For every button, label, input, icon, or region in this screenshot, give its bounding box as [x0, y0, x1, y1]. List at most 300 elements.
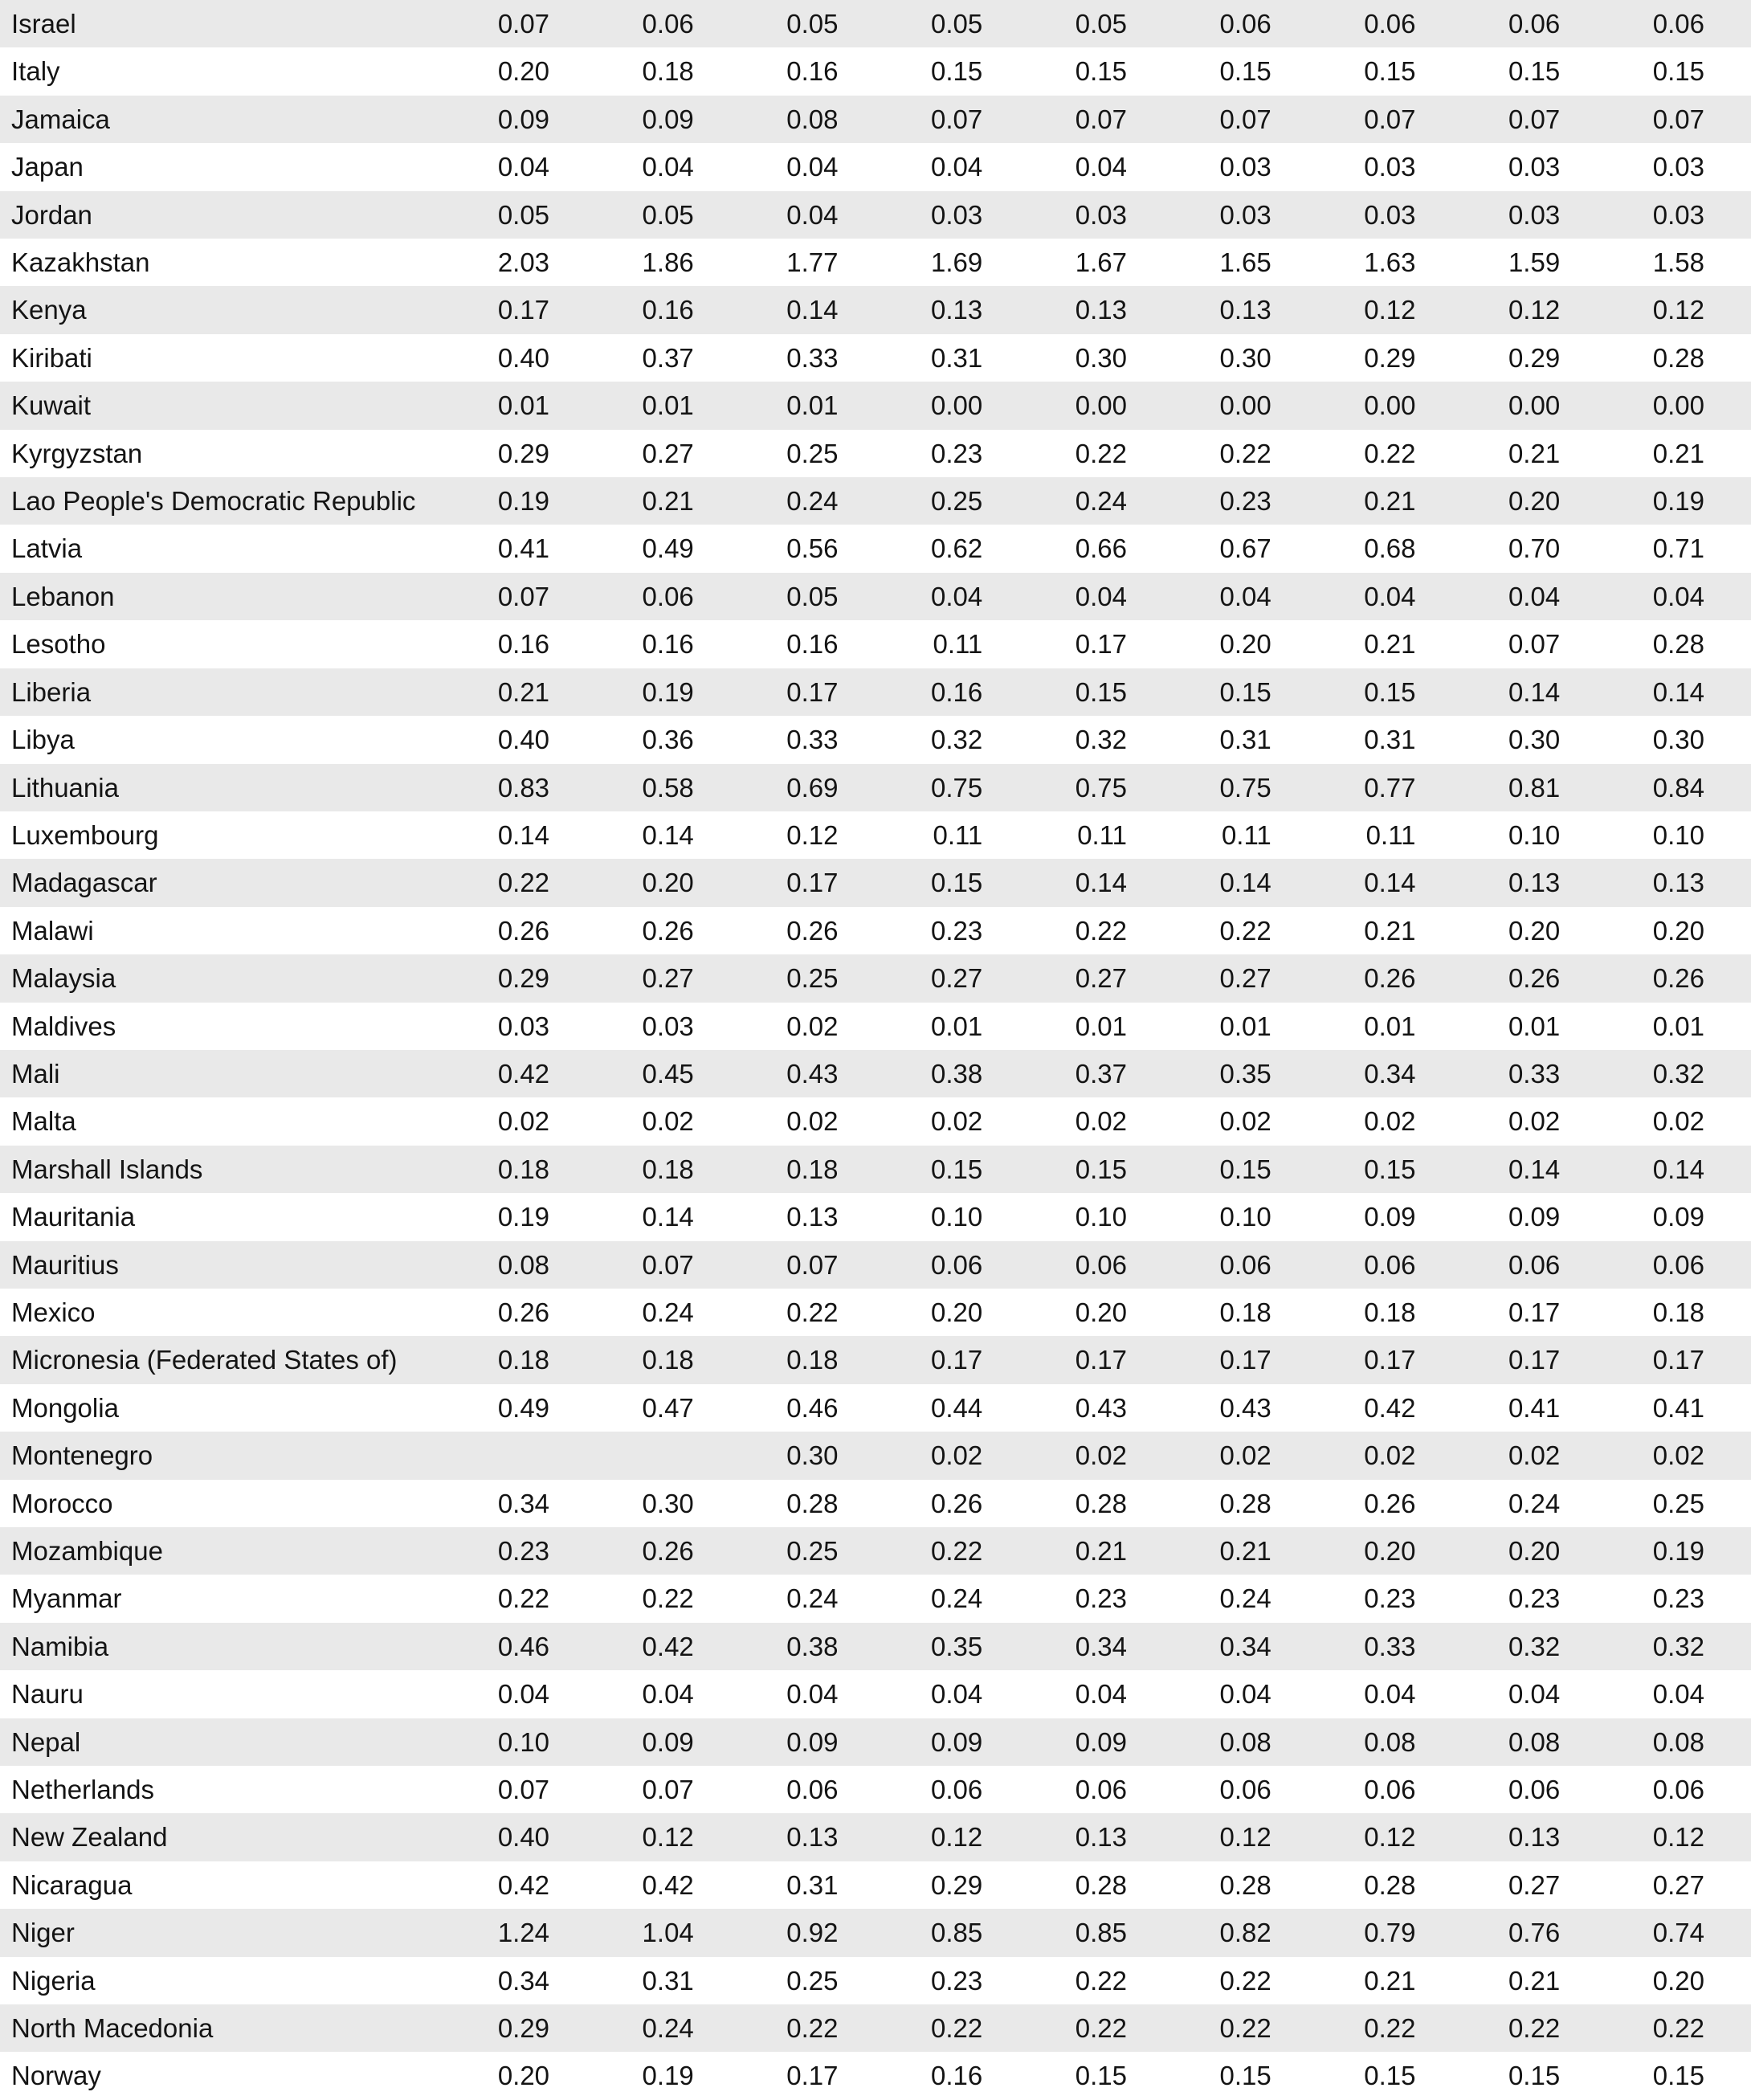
- table-row: [0, 1146, 1751, 1193]
- value-cell: 0.24: [786, 1583, 839, 1614]
- value-cell: 0.30: [642, 1488, 694, 1518]
- value-cell: 0.07: [1364, 104, 1416, 134]
- table-row: [0, 1097, 1751, 1145]
- value-cell: 0.19: [1652, 486, 1704, 517]
- value-cell: 0.11: [933, 629, 983, 660]
- country-cell: Netherlands: [11, 1775, 154, 1805]
- table-row: [0, 907, 1751, 954]
- table-row: [0, 477, 1751, 525]
- value-cell: [451, 1432, 596, 1479]
- value-cell: 0.18: [497, 1154, 550, 1184]
- table-row: [0, 1575, 1751, 1622]
- country-cell: Lebanon: [11, 581, 115, 611]
- value-cell: 0.32: [931, 725, 983, 755]
- value-cell: 0.01: [1508, 1011, 1561, 1041]
- value-cell: 0.17: [497, 295, 550, 325]
- country-cell: Japan: [11, 152, 84, 182]
- value-cell: 0.20: [1219, 629, 1271, 660]
- value-cell: 0.17: [786, 2061, 839, 2091]
- country-cell: Kiribati: [11, 342, 92, 373]
- value-cell: 0.44: [931, 1392, 983, 1423]
- country-cell: Mongolia: [11, 1392, 119, 1423]
- value-cell: 0.25: [931, 486, 983, 517]
- country-cell: Malta: [11, 1106, 76, 1137]
- value-cell: 0.15: [1364, 1154, 1416, 1184]
- value-cell: 0.22: [1075, 915, 1127, 946]
- value-cell: 0.02: [1364, 1106, 1416, 1137]
- value-cell: 0.19: [497, 486, 550, 517]
- value-cell: 0.20: [497, 56, 550, 87]
- value-cell: 0.15: [1075, 56, 1127, 87]
- country-cell: Israel: [11, 9, 76, 39]
- value-cell: 0.09: [1364, 1202, 1416, 1232]
- value-cell: 0.30: [1219, 342, 1271, 373]
- value-cell: 0.24: [642, 2013, 694, 2044]
- country-cell: Kyrgyzstan: [11, 438, 143, 468]
- value-cell: 0.23: [1075, 1583, 1127, 1614]
- value-cell: 0.18: [642, 56, 694, 87]
- value-cell: 0.04: [1508, 1679, 1561, 1710]
- country-cell: Jordan: [11, 199, 92, 230]
- value-cell: 0.02: [1652, 1106, 1704, 1137]
- value-cell: 0.35: [931, 1631, 983, 1661]
- country-cell: New Zealand: [11, 1822, 168, 1853]
- value-cell: 0.04: [642, 1679, 694, 1710]
- value-cell: 0.75: [931, 772, 983, 803]
- value-cell: 0.33: [786, 725, 839, 755]
- value-cell: 0.22: [497, 868, 550, 898]
- value-cell: 0.22: [1219, 1965, 1271, 1996]
- value-cell: 0.79: [1364, 1918, 1416, 1948]
- value-cell: 0.23: [1508, 1583, 1561, 1614]
- value-cell: 0.09: [1652, 1202, 1704, 1232]
- value-cell: 0.04: [497, 1679, 550, 1710]
- table-row: [0, 191, 1751, 239]
- table-row: [0, 1480, 1751, 1527]
- value-cell: 0.13: [1652, 868, 1704, 898]
- value-cell: 0.33: [1364, 1631, 1416, 1661]
- value-cell: 0.12: [1652, 295, 1704, 325]
- value-cell: 0.41: [1508, 1392, 1561, 1423]
- value-cell: 0.15: [1219, 676, 1271, 707]
- value-cell: 0.03: [1219, 152, 1271, 182]
- table-row: [0, 143, 1751, 190]
- value-cell: 0.16: [786, 629, 839, 660]
- value-cell: 0.17: [1219, 1345, 1271, 1375]
- value-cell: 0.15: [1508, 2061, 1561, 2091]
- value-cell: 0.14: [497, 819, 550, 850]
- value-cell: 0.21: [1364, 1965, 1416, 1996]
- value-cell: 0.02: [931, 1440, 983, 1471]
- value-cell: 0.14: [786, 295, 839, 325]
- value-cell: 0.02: [1075, 1106, 1127, 1137]
- value-cell: 0.22: [786, 1297, 839, 1327]
- value-cell: 0.07: [497, 9, 550, 39]
- value-cell: 0.15: [931, 1154, 983, 1184]
- value-cell: 0.06: [1075, 1775, 1127, 1805]
- value-cell: 0.15: [1075, 2061, 1127, 2091]
- value-cell: 0.04: [642, 152, 694, 182]
- value-cell: 0.08: [1364, 1726, 1416, 1757]
- value-cell: 0.13: [786, 1202, 839, 1232]
- value-cell: 0.02: [497, 1106, 550, 1137]
- value-cell: 1.67: [1075, 247, 1127, 278]
- value-cell: 0.05: [642, 199, 694, 230]
- value-cell: 0.24: [786, 486, 839, 517]
- value-cell: 0.07: [931, 104, 983, 134]
- value-cell: 0.32: [1508, 1631, 1561, 1661]
- value-cell: 0.22: [1075, 1965, 1127, 1996]
- value-cell: 0.17: [1075, 629, 1127, 660]
- value-cell: 0.24: [1075, 486, 1127, 517]
- value-cell: 0.20: [1508, 486, 1561, 517]
- country-cell: Italy: [11, 56, 60, 87]
- value-cell: 0.10: [497, 1726, 550, 1757]
- table-row: [0, 1957, 1751, 2004]
- value-cell: 0.15: [1652, 2061, 1704, 2091]
- table-row: [0, 47, 1751, 95]
- value-cell: 0.16: [931, 676, 983, 707]
- value-cell: 0.14: [1219, 868, 1271, 898]
- value-cell: 0.18: [497, 1345, 550, 1375]
- value-cell: 0.07: [786, 1249, 839, 1280]
- value-cell: 0.34: [497, 1488, 550, 1518]
- value-cell: 0.43: [1219, 1392, 1271, 1423]
- value-cell: 0.18: [1652, 1297, 1704, 1327]
- value-cell: 0.09: [642, 1726, 694, 1757]
- value-cell: 0.26: [1508, 963, 1561, 994]
- table-row: [0, 764, 1751, 811]
- value-cell: 0.02: [1364, 1440, 1416, 1471]
- table-row: [0, 430, 1751, 477]
- value-cell: 1.86: [642, 247, 694, 278]
- table-row: [0, 1766, 1751, 1813]
- value-cell: 0.02: [642, 1106, 694, 1137]
- value-cell: 0.23: [1652, 1583, 1704, 1614]
- value-cell: 0.28: [1364, 1869, 1416, 1900]
- value-cell: 0.40: [497, 725, 550, 755]
- value-cell: 0.19: [1652, 1536, 1704, 1566]
- value-cell: 0.03: [1652, 199, 1704, 230]
- value-cell: 0.29: [1508, 342, 1561, 373]
- value-cell: 0.32: [1652, 1058, 1704, 1089]
- value-cell: 0.22: [1219, 915, 1271, 946]
- value-cell: 0.42: [1364, 1392, 1416, 1423]
- country-cell: Norway: [11, 2061, 101, 2091]
- value-cell: 0.04: [1075, 152, 1127, 182]
- country-cell: Libya: [11, 725, 75, 755]
- value-cell: 0.58: [642, 772, 694, 803]
- value-cell: 0.03: [931, 199, 983, 230]
- value-cell: 0.28: [1219, 1488, 1271, 1518]
- value-cell: 0.06: [1364, 9, 1416, 39]
- value-cell: 0.27: [1219, 963, 1271, 994]
- value-cell: 0.21: [1075, 1536, 1127, 1566]
- value-cell: [596, 1432, 741, 1479]
- value-cell: 0.29: [497, 963, 550, 994]
- value-cell: 0.02: [786, 1106, 839, 1137]
- value-cell: 0.10: [931, 1202, 983, 1232]
- value-cell: 0.42: [497, 1869, 550, 1900]
- value-cell: 0.15: [931, 868, 983, 898]
- value-cell: 0.07: [642, 1249, 694, 1280]
- value-cell: 0.16: [642, 295, 694, 325]
- value-cell: 0.25: [1652, 1488, 1704, 1518]
- value-cell: 0.24: [1219, 1583, 1271, 1614]
- value-cell: 0.01: [786, 390, 839, 421]
- value-cell: 0.02: [1508, 1440, 1561, 1471]
- value-cell: 0.22: [1219, 2013, 1271, 2044]
- value-cell: 0.20: [1652, 1965, 1704, 1996]
- value-cell: 0.41: [1652, 1392, 1704, 1423]
- value-cell: 0.18: [642, 1345, 694, 1375]
- value-cell: 0.25: [786, 1536, 839, 1566]
- value-cell: 0.05: [931, 9, 983, 39]
- value-cell: 0.08: [1652, 1726, 1704, 1757]
- value-cell: 0.02: [931, 1106, 983, 1137]
- value-cell: 0.06: [1508, 9, 1561, 39]
- value-cell: 0.06: [1219, 1775, 1271, 1805]
- value-cell: 0.70: [1508, 533, 1561, 564]
- value-cell: 0.02: [1219, 1106, 1271, 1137]
- value-cell: 0.23: [931, 438, 983, 468]
- value-cell: 0.29: [1364, 342, 1416, 373]
- country-cell: Namibia: [11, 1631, 109, 1661]
- value-cell: 0.26: [642, 1536, 694, 1566]
- value-cell: 0.26: [497, 915, 550, 946]
- value-cell: 0.17: [1508, 1345, 1561, 1375]
- value-cell: 0.03: [1364, 199, 1416, 230]
- value-cell: 0.15: [1219, 56, 1271, 87]
- table-row: [0, 716, 1751, 763]
- value-cell: 0.27: [1652, 1869, 1704, 1900]
- value-cell: 0.27: [1075, 963, 1127, 994]
- value-cell: 0.01: [1075, 1011, 1127, 1041]
- value-cell: 0.66: [1075, 533, 1127, 564]
- value-cell: 0.02: [786, 1011, 839, 1041]
- value-cell: 0.25: [786, 1965, 839, 1996]
- value-cell: 0.08: [1508, 1726, 1561, 1757]
- country-cell: Lithuania: [11, 772, 119, 803]
- table-row: [0, 1861, 1751, 1909]
- value-cell: 0.21: [1508, 1965, 1561, 1996]
- value-cell: 0.22: [497, 1583, 550, 1614]
- value-cell: 0.22: [1075, 438, 1127, 468]
- value-cell: 0.22: [1364, 438, 1416, 468]
- value-cell: 0.12: [1652, 1822, 1704, 1853]
- table-row: [0, 1813, 1751, 1861]
- value-cell: 0.49: [497, 1392, 550, 1423]
- value-cell: 0.14: [1364, 868, 1416, 898]
- value-cell: 0.13: [1219, 295, 1271, 325]
- value-cell: 0.56: [786, 533, 839, 564]
- value-cell: 0.07: [1508, 629, 1561, 660]
- value-cell: 0.31: [642, 1965, 694, 1996]
- table-row: [0, 1527, 1751, 1575]
- value-cell: 0.26: [931, 1488, 983, 1518]
- table-row: [0, 2004, 1751, 2052]
- value-cell: 0.21: [1508, 438, 1561, 468]
- value-cell: 0.34: [1364, 1058, 1416, 1089]
- value-cell: 0.06: [1364, 1775, 1416, 1805]
- value-cell: 0.12: [786, 819, 839, 850]
- value-cell: 0.40: [497, 342, 550, 373]
- value-cell: 0.21: [642, 486, 694, 517]
- value-cell: 0.34: [497, 1965, 550, 1996]
- value-cell: 0.14: [1508, 676, 1561, 707]
- value-cell: 0.08: [786, 104, 839, 134]
- value-cell: 0.41: [497, 533, 550, 564]
- table-row: [0, 1336, 1751, 1383]
- country-cell: Lesotho: [11, 629, 106, 660]
- value-cell: 0.03: [1652, 152, 1704, 182]
- value-cell: 0.42: [497, 1058, 550, 1089]
- value-cell: 0.03: [1364, 152, 1416, 182]
- country-cell: Morocco: [11, 1488, 113, 1518]
- value-cell: 0.27: [931, 963, 983, 994]
- value-cell: 0.35: [1219, 1058, 1271, 1089]
- value-cell: 0.37: [1075, 1058, 1127, 1089]
- value-cell: 0.19: [642, 676, 694, 707]
- table-row: [0, 1670, 1751, 1718]
- value-cell: 0.03: [497, 1011, 550, 1041]
- value-cell: 0.27: [642, 963, 694, 994]
- value-cell: 0.20: [1508, 1536, 1561, 1566]
- table-row: [0, 0, 1751, 47]
- value-cell: 0.76: [1508, 1918, 1561, 1948]
- value-cell: 0.42: [642, 1869, 694, 1900]
- value-cell: 1.63: [1364, 247, 1416, 278]
- value-cell: 0.06: [1508, 1249, 1561, 1280]
- value-cell: 0.92: [786, 1918, 839, 1948]
- value-cell: 0.04: [1364, 581, 1416, 611]
- value-cell: 0.17: [786, 676, 839, 707]
- value-cell: 0.34: [1075, 1631, 1127, 1661]
- value-cell: 0.46: [497, 1631, 550, 1661]
- value-cell: 0.16: [931, 2061, 983, 2091]
- value-cell: 0.23: [1219, 486, 1271, 517]
- table-row: [0, 525, 1751, 572]
- value-cell: 0.09: [786, 1726, 839, 1757]
- value-cell: 0.17: [931, 1345, 983, 1375]
- value-cell: 0.02: [1652, 1440, 1704, 1471]
- value-cell: 0.04: [931, 581, 983, 611]
- value-cell: 0.71: [1652, 533, 1704, 564]
- table-row: [0, 1241, 1751, 1289]
- value-cell: 0.24: [642, 1297, 694, 1327]
- value-cell: 0.05: [497, 199, 550, 230]
- value-cell: 0.20: [931, 1297, 983, 1327]
- value-cell: 0.07: [1075, 104, 1127, 134]
- country-cell: Montenegro: [11, 1440, 153, 1471]
- country-cell: North Macedonia: [11, 2013, 214, 2044]
- table-row: [0, 2052, 1751, 2099]
- value-cell: 0.23: [931, 1965, 983, 1996]
- value-cell: 0.06: [1508, 1775, 1561, 1805]
- value-cell: 0.22: [931, 1536, 983, 1566]
- country-cell: Niger: [11, 1918, 75, 1948]
- value-cell: 0.14: [642, 819, 694, 850]
- value-cell: 0.06: [1652, 9, 1704, 39]
- value-cell: 0.17: [1508, 1297, 1561, 1327]
- value-cell: 0.28: [1652, 629, 1704, 660]
- value-cell: 0.17: [1652, 1345, 1704, 1375]
- value-cell: 0.17: [1364, 1345, 1416, 1375]
- table-row: [0, 382, 1751, 429]
- value-cell: 0.42: [642, 1631, 694, 1661]
- value-cell: 0.03: [1075, 199, 1127, 230]
- table-row: [0, 334, 1751, 382]
- value-cell: 0.04: [786, 199, 839, 230]
- value-cell: 0.00: [1508, 390, 1561, 421]
- value-cell: 0.32: [1652, 1631, 1704, 1661]
- country-cell: Mauritania: [11, 1202, 136, 1232]
- value-cell: 0.26: [1652, 963, 1704, 994]
- value-cell: 0.09: [1508, 1202, 1561, 1232]
- value-cell: 0.30: [786, 1440, 839, 1471]
- value-cell: 0.11: [933, 819, 983, 850]
- value-cell: 0.10: [1508, 819, 1561, 850]
- value-cell: 0.04: [1075, 581, 1127, 611]
- country-cell: Nicaragua: [11, 1869, 133, 1900]
- value-cell: 0.75: [1219, 772, 1271, 803]
- value-cell: 0.06: [1364, 1249, 1416, 1280]
- value-cell: 0.04: [1219, 581, 1271, 611]
- value-cell: 0.43: [786, 1058, 839, 1089]
- value-cell: 0.03: [642, 1011, 694, 1041]
- value-cell: 0.14: [1075, 868, 1127, 898]
- value-cell: 0.68: [1364, 533, 1416, 564]
- value-cell: 0.22: [786, 2013, 839, 2044]
- value-cell: 1.59: [1508, 247, 1561, 278]
- value-cell: 0.14: [1652, 1154, 1704, 1184]
- value-cell: 0.07: [1219, 104, 1271, 134]
- value-cell: 0.31: [931, 342, 983, 373]
- value-cell: 0.83: [497, 772, 550, 803]
- value-cell: 0.04: [1652, 1679, 1704, 1710]
- value-cell: 0.26: [497, 1297, 550, 1327]
- value-cell: 0.17: [1075, 1345, 1127, 1375]
- table-row: [0, 1193, 1751, 1240]
- value-cell: 0.15: [1364, 56, 1416, 87]
- value-cell: 0.30: [1075, 342, 1127, 373]
- value-cell: 0.12: [931, 1822, 983, 1853]
- value-cell: 0.13: [1508, 1822, 1561, 1853]
- value-cell: 0.04: [786, 152, 839, 182]
- value-cell: 0.12: [1508, 295, 1561, 325]
- country-cell: Kenya: [11, 295, 87, 325]
- value-cell: 0.04: [931, 1679, 983, 1710]
- value-cell: 0.02: [1219, 1440, 1271, 1471]
- value-cell: 0.26: [786, 915, 839, 946]
- value-cell: 0.06: [1652, 1249, 1704, 1280]
- value-cell: 0.20: [497, 2061, 550, 2091]
- value-cell: 0.75: [1075, 772, 1127, 803]
- value-cell: 0.02: [1075, 1440, 1127, 1471]
- value-cell: 0.26: [642, 915, 694, 946]
- value-cell: 0.12: [1364, 295, 1416, 325]
- country-cell: Luxembourg: [11, 819, 159, 850]
- value-cell: 0.10: [1652, 819, 1704, 850]
- value-cell: 0.24: [931, 1583, 983, 1614]
- value-cell: 0.06: [931, 1775, 983, 1805]
- value-cell: 0.11: [1077, 819, 1127, 850]
- table-row: [0, 668, 1751, 716]
- table-row: [0, 620, 1751, 668]
- value-cell: 0.21: [1364, 915, 1416, 946]
- value-cell: 0.77: [1364, 772, 1416, 803]
- value-cell: 0.12: [642, 1822, 694, 1853]
